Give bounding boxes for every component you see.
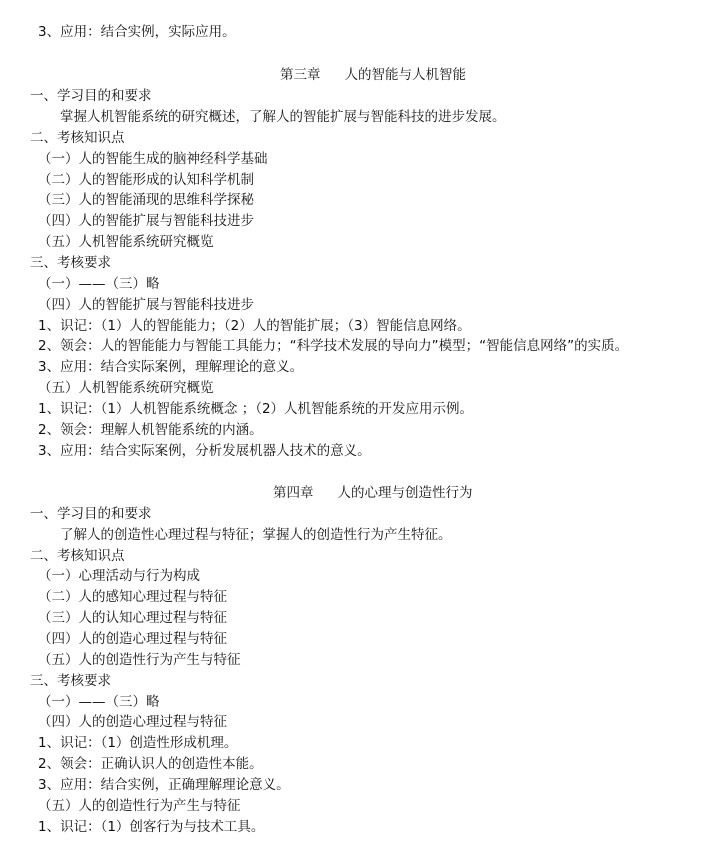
- list-item: （五）人机智能系统研究概览: [38, 234, 214, 250]
- section-heading: 二、考核知识点: [30, 548, 125, 564]
- list-item: （一）心理活动与行为构成: [38, 568, 200, 584]
- chapter-number: 第四章: [273, 485, 314, 501]
- list-item: 3、应用：结合实际案例，理解理论的意义。: [38, 359, 304, 375]
- section-heading: 三、考核要求: [30, 255, 111, 271]
- list-item: （三）人的智能涌现的思维科学探秘: [38, 192, 254, 208]
- list-item: （四）人的创造心理过程与特征: [38, 631, 227, 647]
- chapter-title: 人的心理与创造性行为: [337, 485, 473, 501]
- list-item: 3、应用：结合实例，正确理解理论意义。: [38, 777, 290, 793]
- paragraph: 掌握人机智能系统的研究概述，了解人的智能扩展与智能科技的进步发展。: [60, 109, 506, 125]
- list-item: （三）人的认知心理过程与特征: [38, 610, 227, 626]
- list-item: （五）人的创造性行为产生与特征: [38, 798, 241, 814]
- list-item: （二）人的智能形成的认知科学机制: [38, 172, 254, 188]
- list-item: （一）——（三）略: [38, 694, 160, 710]
- list-item: 1、识记：（1）创造性形成机理。: [38, 735, 238, 751]
- list-item: （四）人的智能扩展与智能科技进步: [38, 213, 254, 229]
- list-item: 2、领会：理解人机智能系统的内涵。: [38, 422, 263, 438]
- paragraph: 了解人的创造性心理过程与特征；掌握人的创造性行为产生特征。: [60, 527, 452, 543]
- text-line: 3、应用：结合实例，实际应用。: [38, 24, 236, 40]
- list-item: （二）人的感知心理过程与特征: [38, 589, 227, 605]
- list-item: （一）——（三）略: [38, 276, 160, 292]
- list-item: （五）人的创造性行为产生与特征: [38, 652, 241, 668]
- section-heading: 一、学习目的和要求: [30, 506, 152, 522]
- section-heading: 二、考核知识点: [30, 130, 125, 146]
- chapter-heading: [0, 66, 726, 84]
- list-item: （一）人的智能生成的脑神经科学基础: [38, 151, 268, 167]
- list-item: （四）人的智能扩展与智能科技进步: [38, 297, 254, 313]
- section-heading: 一、学习目的和要求: [30, 88, 152, 104]
- list-item: 1、识记：（1）人机智能系统概念 ；（2）人机智能系统的开发应用示例。: [38, 401, 474, 417]
- list-item: 2、领会：正确认识人的创造性本能。: [38, 756, 263, 772]
- list-item: （四）人的创造心理过程与特征: [38, 714, 227, 730]
- list-item: （五）人机智能系统研究概览: [38, 380, 214, 396]
- list-item: 2、领会：人的智能能力与智能工具能力；“科学技术发展的导向力”模型；“智能信息网络”的实质。: [38, 338, 629, 354]
- list-item: 3、应用：结合实际案例，分析发展机器人技术的意义。: [38, 443, 371, 459]
- list-item: 1、识记：（1）创客行为与技术工具。: [38, 819, 265, 835]
- list-item: 1、识记：（1）人的智能能力；（2）人的智能扩展；（3）智能信息网络。: [38, 318, 471, 334]
- chapter-heading: [0, 484, 726, 502]
- chapter-number: 第三章: [280, 67, 321, 83]
- chapter-title: 人的智能与人机智能: [344, 67, 466, 83]
- section-heading: 三、考核要求: [30, 673, 111, 689]
